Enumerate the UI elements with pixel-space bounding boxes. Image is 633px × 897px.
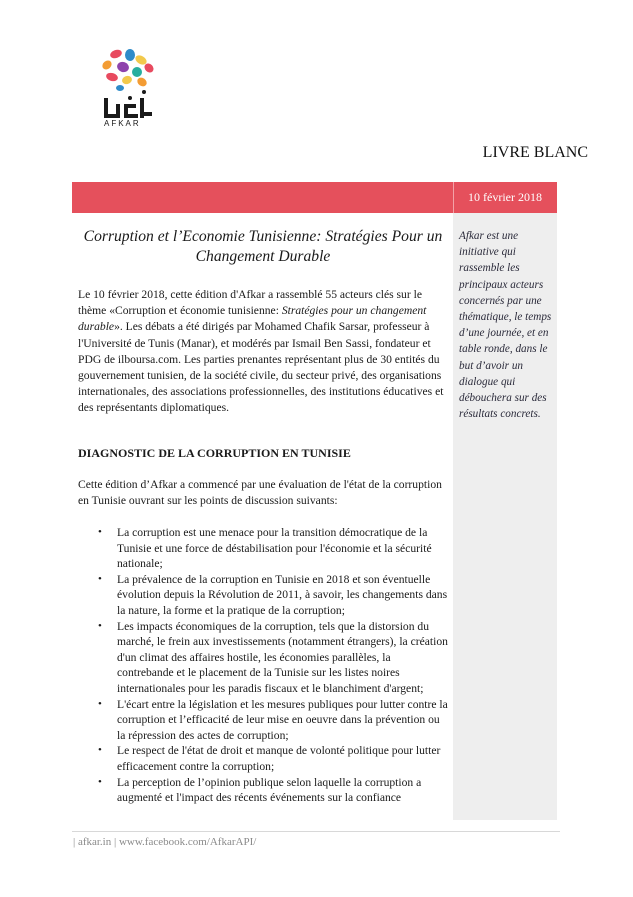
logo-arabic-wordmark <box>104 90 152 118</box>
list-item <box>78 525 448 572</box>
bullet-icon: • <box>98 697 102 710</box>
document-date: 10 février 2018 <box>468 190 542 204</box>
list-item-text: L'écart entre la législation et les mesures publiques pour lutter contre la corruption et l’efficacité de leur mise en oeuvre dans la prévention ou la répression des actes de corruption; <box>117 697 448 742</box>
bullet-icon: • <box>98 572 102 585</box>
section-heading: DIAGNOSTIC DE LA CORRUPTION EN TUNISIE <box>78 445 351 460</box>
intro-paragraph <box>78 287 448 417</box>
footer-links: | afkar.in | www.facebook.com/AfkarAPI/ <box>73 836 257 848</box>
bullet-icon: • <box>98 526 102 539</box>
list-item-text: La prévalence de la corruption en Tunisie en 2018 et son éventuelle évolution depuis la Révolution de 2011, à savoir, les changements dans la nature, la forme et la pratique de la corruption; <box>117 572 448 617</box>
section-intro: Cette édition d’Afkar a commencé par une évaluation de l'état de la corruption en Tunisie ouvrant sur les points de discussion suivants: <box>78 477 442 507</box>
list-item <box>78 619 448 697</box>
list-item <box>78 743 448 774</box>
footer-divider <box>72 831 560 832</box>
document-type: LIVRE BLANC <box>482 144 588 161</box>
list-item-text: La corruption est une menace pour la transition démocratique de la Tunisie et une force de déstabilisation pour l'économie et la sécurité nationale; <box>117 526 432 571</box>
sidebar-description: Afkar est une initiative qui rassemble les principaux acteurs concernés par une thématique, le temps d’une journée, et en table ronde, dans le but d’avoir un dialogue qui débouchera sur des résultats concrets. <box>459 230 552 421</box>
list-item <box>78 697 448 744</box>
bullet-icon: • <box>98 619 102 632</box>
main-content <box>78 227 448 806</box>
discussion-points <box>78 525 448 806</box>
logo-flower-icon <box>101 48 156 91</box>
document-title: Corruption et l’Economie Tunisienne: Stratégies Pour un Changement Durable <box>83 228 443 265</box>
list-item-text: Les impacts économiques de la corruption, tels que la distorsion du marché, le frein aux investissements (notamment étrangers), la création d'un climat des affaires hostile, les économies parallèles, la contrebande et le placement de la Tunisie sur les listes noires internationales pour les paradis fiscaux et le blanchiment d'argent; <box>117 619 448 695</box>
list-item <box>78 775 448 806</box>
list-item-text: Le respect de l'état de droit et manque de volonté politique pour lutter efficacement contre la corruption; <box>117 744 441 773</box>
intro-text-end: ». Les débats a été dirigés par Mohamed Chafik Sarsar, professeur à l'Université de Tunis (Manar), et modérés par Ismail Ben Sassi, fondateur et PDG de ilboursa.com. Les parties prenantes représentant plus de 30 entités du gouvernement tunisien, de la société civile, du secteur privé, des organisations internationales, des associations professionnelles, des institutions éducatives et des représentants diplomatiques. <box>78 320 444 415</box>
logo-wordmark: AFKAR <box>104 119 141 128</box>
intro-emphasis: Stratégies pour un changement durable <box>78 304 427 334</box>
bullet-icon: • <box>98 744 102 757</box>
list-item-text: La perception de l’opinion publique selon laquelle la corruption a augmenté et l'impact des récents événements sur la confiance <box>117 775 422 805</box>
list-item <box>78 572 448 619</box>
bullet-icon: • <box>98 775 102 788</box>
intro-text-start: Le 10 février 2018, cette édition d'Afkar a rassemblé 55 acteurs clés sur le thème «Corruption et économie tunisienne: <box>78 288 422 318</box>
afkar-logo <box>96 46 162 130</box>
